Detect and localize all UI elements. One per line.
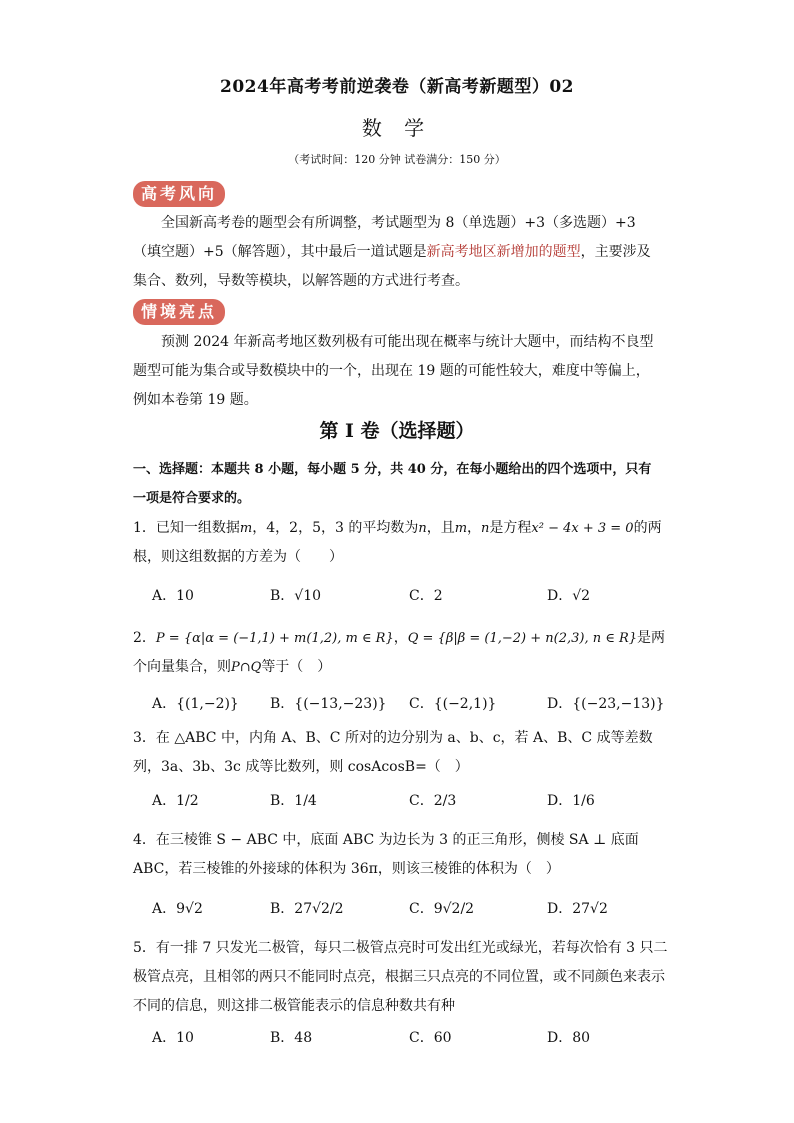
qingjing-paragraph (133, 328, 663, 415)
question-5: 5．有一排 7 只发光二极管，每只二极管点亮时可发出红光或绿光，若每次恰有 3 只二极管点亮，且相邻的两只不能同时点亮，根据三只点亮的不同位置，或不同颜色来表示不同的信息，则这排二极管能表示的信息种数共有种 (133, 940, 668, 1014)
gaokao-text-2: ，主要涉及集合、数列，导数等模块，以解答题的方式进行考查。 (133, 244, 651, 289)
q4-option-b[interactable]: B．27√2/2 (270, 901, 344, 917)
exam-info: （考试时间：120 分钟 试卷满分：150 分） (288, 153, 506, 166)
q2-set-q: Q = {β|β = (1,−2) + n(2,3), n ∈ R} (407, 631, 638, 646)
q5-option-a[interactable]: A．10 (152, 1030, 194, 1046)
gaokao-text-1: 全国新高考卷的题型会有所调整，考试题型为 8（单选题）+3（多选题）+3（填空题）+5（解答题），其中最后一道试题是 (133, 215, 636, 260)
q1-equation: x² − 4x + 3 = 0 (531, 521, 634, 536)
badge-gaokao: 高考风向 (133, 181, 225, 207)
q2-intersection: P∩Q (231, 660, 262, 675)
q4-option-a[interactable]: A．9√2 (152, 901, 203, 917)
q1-text: 1．已知一组数据 (133, 520, 240, 536)
question-4: 4．在三棱锥 S − ABC 中，底面 ABC 为边长为 3 的正三角形，侧棱 SA ⊥ 底面 ABC，若三棱锥的外接球的体积为 36π，则该三棱锥的体积为（ ） (133, 832, 639, 877)
q1-option-c[interactable]: C．2 (409, 588, 443, 604)
q2-text: ， (393, 630, 408, 646)
q2-options (152, 693, 672, 721)
q5-option-c[interactable]: C．60 (409, 1030, 452, 1046)
q2-option-b[interactable]: B．{(−13,−23)} (270, 696, 387, 712)
q2-text: 是两个向量集合，则 (133, 630, 666, 675)
q2-set-p: P = {α|α = (−1,1) + m(1,2), m ∈ R} (155, 631, 394, 646)
question-1 (133, 514, 668, 572)
q3-option-a[interactable]: A．1/2 (152, 793, 199, 809)
q1-var-m: m (454, 521, 468, 536)
q1-text: 的两根，则这组数据的方差为（ ） (133, 520, 662, 565)
q2-option-a[interactable]: A．{(1,−2)} (152, 696, 239, 712)
q1-text: ， (467, 520, 482, 536)
question-3: 3．在 △ABC 中，内角 A、B、C 所对的边分别为 a、b、c，若 A、B、C 成等差数列，3a、3b、3c 成等比数列，则 cosAcosB=（ ） (133, 730, 653, 775)
q2-option-c[interactable]: C．{(−2,1)} (409, 696, 497, 712)
page-title: 2024年高考考前逆袭卷（新高考新题型）02 (220, 77, 574, 97)
q1-option-d[interactable]: D．√2 (547, 588, 591, 604)
q5-options (152, 1027, 672, 1055)
q3-option-b[interactable]: B．1/4 (270, 793, 317, 809)
q1-var-n: n (481, 521, 490, 536)
q5-option-d[interactable]: D．80 (547, 1030, 591, 1046)
qingjing-text: 预测 2024 年新高考地区数列极有可能出现在概率与统计大题中，而结构不良型题型可能为集合或导数模块中的一个，出现在 19 题的可能性较大，难度中等偏上，例如本卷第 19 题。 (133, 334, 654, 408)
q1-option-a[interactable]: A．10 (152, 588, 194, 604)
part-title: 第 I 卷（选择题） (319, 420, 475, 442)
q2-text: 2． (133, 630, 156, 646)
question-2 (133, 624, 668, 682)
q4-option-d[interactable]: D．27√2 (547, 901, 608, 917)
q1-option-b[interactable]: B．√10 (270, 588, 322, 604)
q1-text: ，4，2，5，3 的平均数为 (252, 520, 419, 536)
q3-option-c[interactable]: C．2/3 (409, 793, 457, 809)
badge-qingjing: 情境亮点 (133, 299, 225, 325)
gaokao-highlight: 新高考地区新增加的题型 (426, 244, 581, 260)
q5-option-b[interactable]: B．48 (270, 1030, 313, 1046)
q1-options (152, 585, 672, 613)
q4-option-c[interactable]: C．9√2/2 (409, 901, 475, 917)
q1-var-n: n (418, 521, 427, 536)
q4-options (152, 898, 672, 926)
q1-var-m: m (239, 521, 253, 536)
subject-heading: 数 学 (361, 116, 433, 140)
q3-options (152, 790, 672, 818)
q3-option-d[interactable]: D．1/6 (547, 793, 595, 809)
q2-option-d[interactable]: D．{(−23,−13)} (547, 696, 665, 712)
gaokao-paragraph (133, 209, 663, 296)
q1-text: ，且 (426, 520, 455, 536)
q1-text: 是方程 (489, 520, 532, 536)
section-instructions: 一、选择题：本题共 8 小题，每小题 5 分，共 40 分，在每小题给出的四个选项中，只有一项是符合要求的。 (133, 462, 652, 506)
q2-text: 等于（ ） (261, 659, 332, 675)
